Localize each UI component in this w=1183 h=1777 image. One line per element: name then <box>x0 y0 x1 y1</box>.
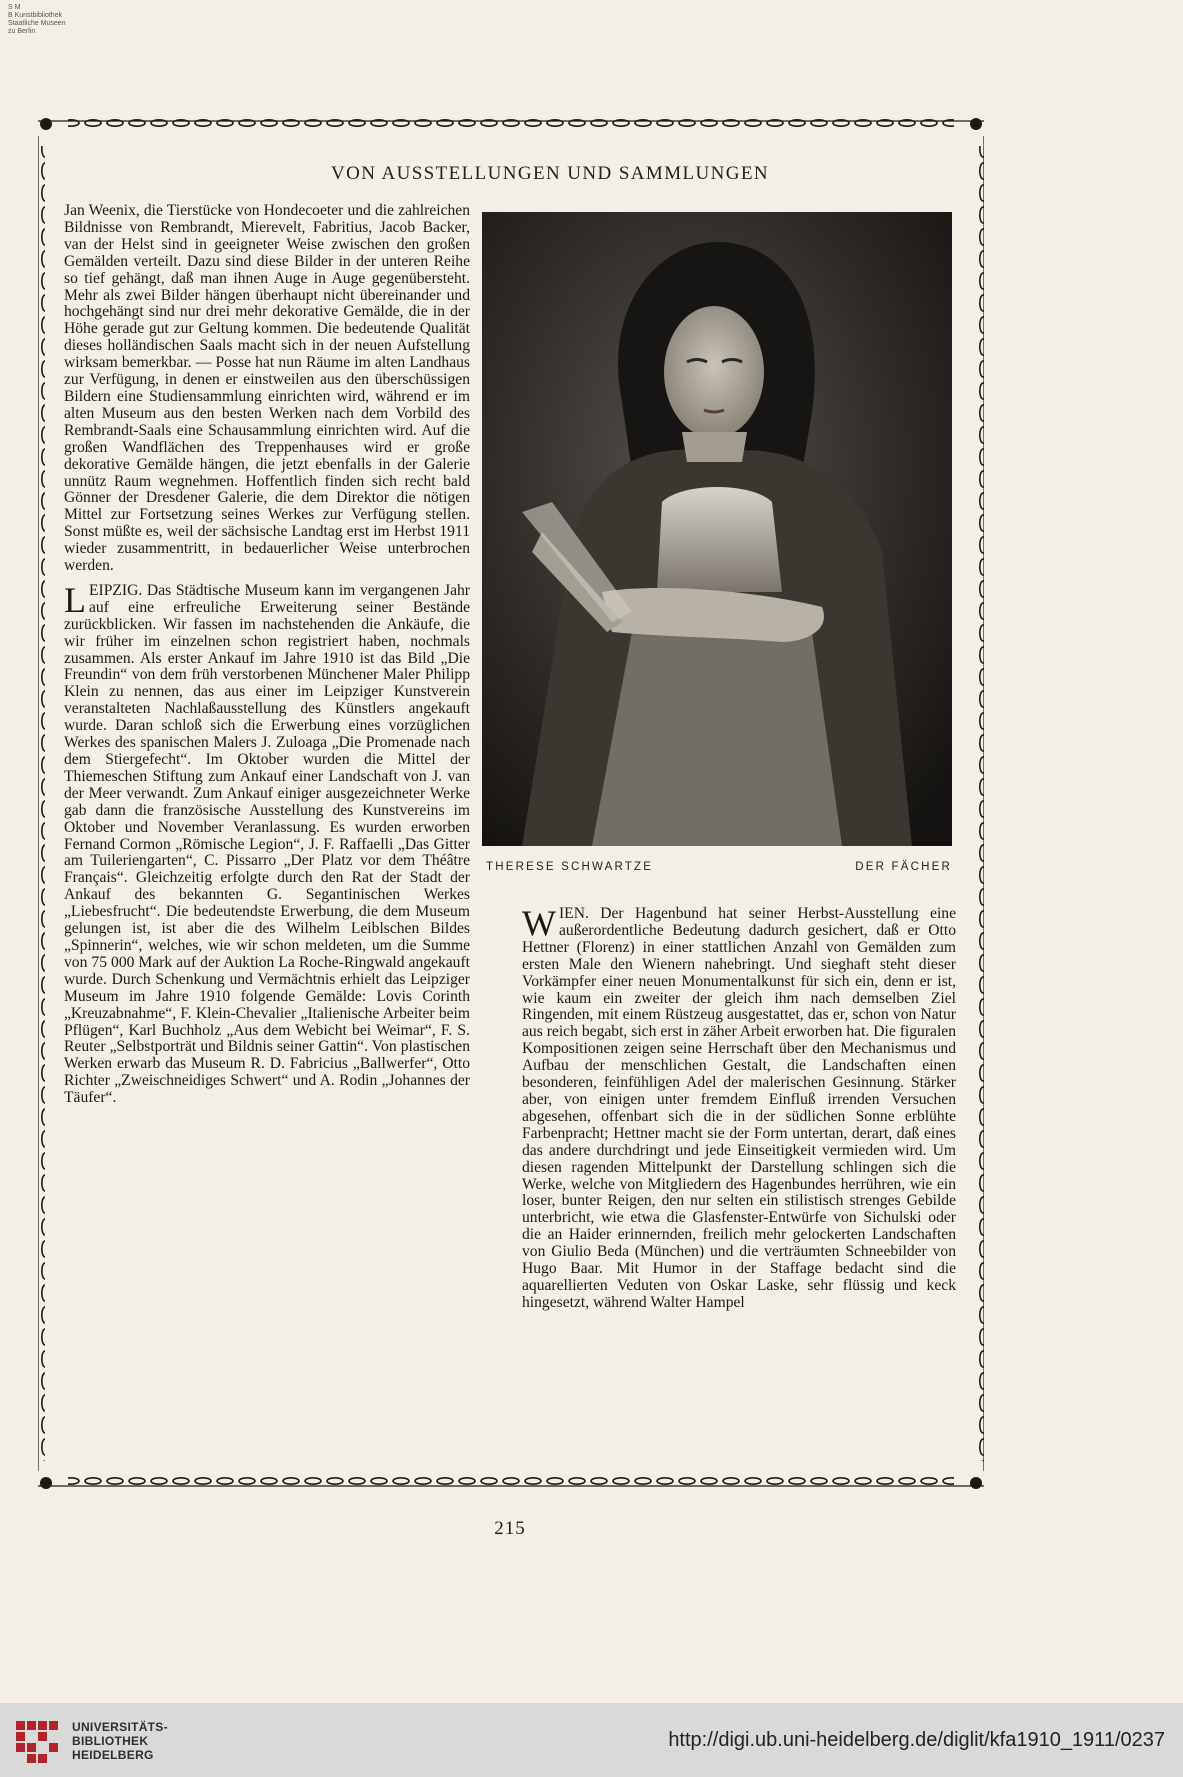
left-column <box>64 203 470 1107</box>
portrait-painting <box>482 212 952 846</box>
caption-title: DER FÄCHER <box>855 861 952 873</box>
page-title: VON AUSSTELLUNGEN UND SAMMLUNGEN <box>331 163 769 184</box>
drop-cap: L <box>64 579 86 620</box>
paragraph-leipzig <box>64 579 470 1107</box>
stamp-line: S M <box>8 4 21 11</box>
source-url-link[interactable]: http://digi.ub.uni-heidelberg.de/diglit/kfa1910_1911/0237 <box>668 1729 1165 1751</box>
paragraph-leipzig-text: EIPZIG. Das Städtische Museum kann im vergangenen Jahr auf eine erfreuliche Erweiterung seiner Bestände zurückblicken. Wir fassen im nachstehenden die Ankäufe, die wir früher im einzelnen schon registriert haben, nochmals zusammen. Als erster Ankauf im Jahre 1910 ist das Bild „Die Freundin“ von dem früh verstorbenen Münchener Maler Philipp Klein zu nennen, das aus einer im Leipziger Kunstverein veranstalteten Nachlaßausstellung des Künstlers angekauft wurde. Daran schloß sich die Erwerbung eines vorzüglichen Werkes des spanischen Malers J. Zuloaga „Die Promenade nach dem Stiergefecht“. Im Oktober wurden die Mittel der Thiemeschen Stiftung zum Ankauf einer Landschaft von J. van der Meer verwandt. Zum Ankauf einiger ausgezeichneter Werke gab dann die französische Ausstellung des Kunstvereins im Oktober und November Veranlassung. Es wurden erworben Fernand Cormon „Römische Legion“, J. F. Raffaelli „Das Gitter am Tuileriengarten“, C. Pissarro „Der Platz vor dem Théâtre Français“. Gleichzeitig erfolgte durch den Rat der Stadt der Ankauf des bekannten G. Segantinischen Werkes „Liebesfrucht“. Die bedeutendste Erwerbung, die dem Museum gelungen ist, ist aber die des Wilhelm Leiblschen Bildes „Spinnerin“, welches, wie wir schon meldeten, um die Summe von 75 000 Mark auf der Auktion La Roche-Ringwald angekauft wurde. Durch Schenkung und Vermächtnis erhielt das Leipziger Museum im Jahre 1910 folgende Gemälde: Lovis Corinth „Kreuzabnahme“, F. Klein-Chevalier „Italienische Arbeiter beim Pflügen“, Karl Buchholz „Aus dem Webicht bei Weimar“, F. S. Reuter „Selbstporträt und Bildnis seiner Gattin“. Von plastischen Werken erwarb das Museum R. D. Fabricius „Ballwerfer“, Otto Richter „Zweischneidiges Schwert“ und A. Rodin „Johannes der Täufer“. <box>64 581 470 1107</box>
library-footer <box>0 1703 1183 1777</box>
library-name-line: UNIVERSITÄTS- <box>72 1720 168 1734</box>
caption-artist: THERESE SCHWARTZE <box>486 861 654 873</box>
drop-cap: W <box>522 903 556 943</box>
library-name <box>72 1720 168 1762</box>
paragraph-wien <box>522 903 956 1312</box>
paragraph-dresden: Jan Weenix, die Tierstücke von Hondecoeter und die zahlreichen Bildnisse von Rembrandt, Mierevelt, Fabritius, Jacob Backer, van der Helst sind in geeigneter Weise zwischen den großen Gemälden verteilt. Dazu sind diese Bilder in der unteren Reihe so tief gehängt, daß man ihnen Auge in Auge gegenübersteht. Mehr als zwei Bilder hängen überhaupt nicht übereinander und hochgehängt sind nur drei mehr dekorative Gemälde, die in der Höhe gerade gut zur Geltung kommen. Die bedeutende Qualität dieses holländischen Saals macht sich in der neuen Aufstellung wirksam bemerkbar. — Posse hat nun Räume im alten Landhaus zur Verfügung, in denen er einstweilen aus den überschüssigen Bildern eine Studiensammlung einrichten wird, während er im alten Museum aus den besten Werken nach dem Vorbild des Rembrandt-Saals eine Schausammlung einrichten wird. Auf die großen Wandflächen des Treppenhauses wird er große dekorative Gemälde hängen, die jetzt ebenfalls in der Galerie unnütz Raum wegnehmen. Hoffentlich finden sich recht bald Gönner der Dresdener Galerie, die dem Direktor die nötigen Mittel zur Fortsetzung seines Werkes zur Verfügung stellen. Sonst müßte es, weil der sächsische Landtag erst im Herbst 1911 wieder zusammentritt, in bedauerlicher Weise unterbrochen werden. <box>64 202 470 575</box>
stamp-line: B Kunstbibliothek <box>8 12 63 19</box>
page-number: 215 <box>494 1518 526 1539</box>
stamp-line: zu Berlin <box>8 28 36 35</box>
paragraph-wien-text: IEN. Der Hagenbund hat seiner Herbst-Ausstellung eine außerordentliche Bedeutung dadurch gesichert, daß er Otto Hettner (Florenz) in einer stattlichen Anzahl von Gemälden zum ersten Male den Wienern nahebringt. Und sieghaft steht dieser Vorkämpfer einer neuen Monumentalkunst für sich ein, denn er ist, wie kaum ein zweiter der gleich ihm nach demselben Ziel Ringenden, mit einem Rüstzeug ausgestattet, das er, schon von Natur aus reich begabt, sich erst in zäher Arbeit erworben hat. Die figuralen Kompositionen zeigen seine Herrschaft über den Mechanismus und Aufbau der menschlichen Gestalt, die Landschaften einen besonderen, feinfühligen Adel der malerischen Gesinnung. Stärker aber, von einigen unter fremdem Einfluß irrenden Versuchen abgesehen, offenbart sich die in der südlichen Sonne erblühte Farbenpracht; Hettner macht sie der Form untertan, derart, daß eines das andere durchdringt und jede Einseitigkeit vermieden wird. Um diesen ragenden Mittelpunkt der Darstellung schlingen sich die Werke, welche von Mitgliedern des Hagenbundes herrühren, wie ein loser, bunter Reigen, den nur selten ein stilistisch strenges Gebilde unterbricht, wie etwa die Glasfenster-Entwürfe von Sichulski oder die an Haider erinnernden, freilich mehr gelockerten Landschaften von Giulio Beda (München) und die verträumten Schneebilder von Hugo Baar. Mit Humor in der Staffage bedacht sind die aquarellierten Veduten von Oskar Laske, sehr flüssig und keck hingesetzt, während Walter Hampel <box>522 905 956 1311</box>
library-name-line: BIBLIOTHEK <box>72 1734 149 1748</box>
library-stamp <box>8 4 66 36</box>
right-column <box>522 903 956 1312</box>
stamp-line: Staatliche Museen <box>8 20 66 27</box>
library-name-line: HEIDELBERG <box>72 1748 154 1762</box>
university-library-logo-icon <box>12 1717 62 1765</box>
